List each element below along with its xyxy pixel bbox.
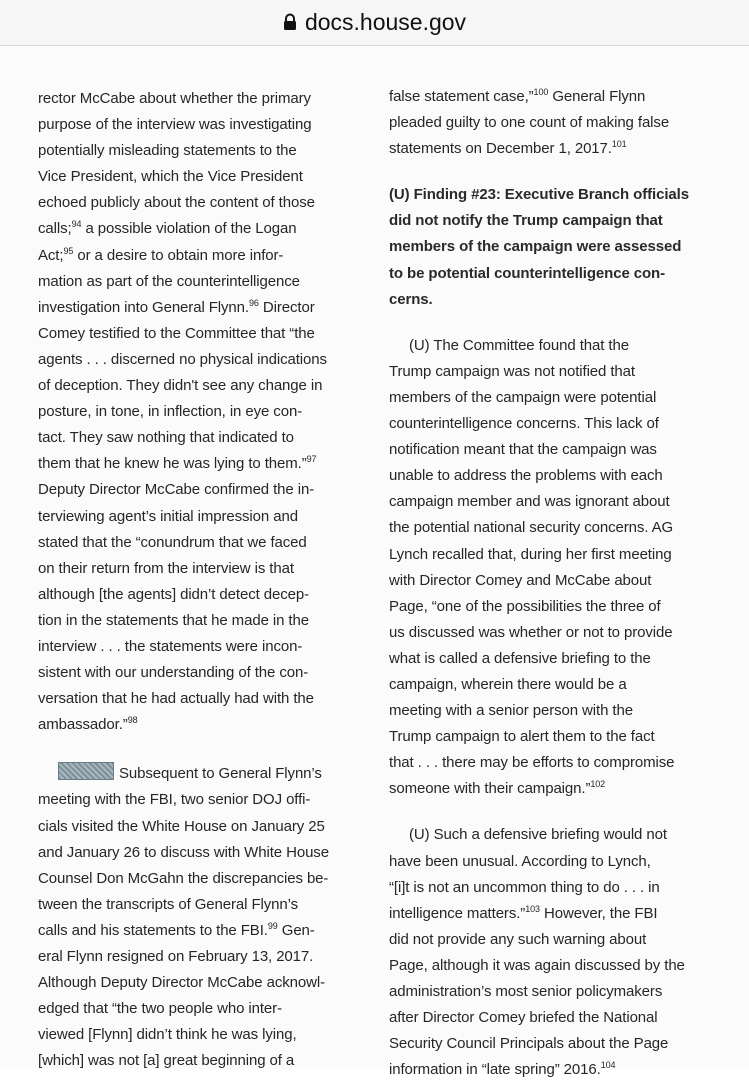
text-line: cerns. <box>389 290 433 308</box>
text-line: Counsel Don McGahn the discrepancies be- <box>38 869 329 887</box>
text-line: pleaded guilty to one count of making false <box>389 114 670 132</box>
text-line: us discussed was whether or not to provide <box>389 623 673 641</box>
url-text: docs.house.gov <box>304 9 467 35</box>
text-line: investigation into General Flynn.$^{96}$ Director <box>38 297 315 316</box>
text-line: tween the transcripts of General Flynn’s <box>38 895 299 913</box>
text-line: versation that he had actually had with the <box>38 690 314 708</box>
text-line: calls;$^{94}$ a possible violation of the Logan <box>38 219 297 238</box>
footnote-ref: 103 <box>525 903 540 914</box>
lock-icon <box>283 13 297 31</box>
footnote-ref: 98 <box>127 715 138 726</box>
text-line: counterintelligence concerns. This lack of <box>389 415 659 433</box>
text-line: information in “late spring” 2016.$^{104}$ <box>389 1060 616 1079</box>
footnote-ref: 102 <box>590 779 606 790</box>
text-line: campaign, wherein there would be a <box>389 675 627 693</box>
text-line: Although Deputy Director McCabe acknowl- <box>38 974 325 992</box>
text-line: have been unusual. According to Lynch, <box>389 852 651 870</box>
paragraph-gap <box>389 802 719 822</box>
text-line: administration’s most senior policymakers <box>389 983 663 1000</box>
text-line: posture, in tone, in inflection, in eye con- <box>38 403 303 421</box>
paragraph-gap <box>389 162 719 182</box>
text-line: unable to address the problems with each <box>389 467 663 485</box>
left-column <box>38 86 356 1074</box>
right-paragraph-1 <box>389 84 719 162</box>
text-line: Lynch recalled that, during her first meeting <box>389 545 672 563</box>
footnote-ref: 100 <box>533 87 549 97</box>
footnote-ref: 97 <box>306 454 317 465</box>
text-line: cials visited the White House on January 25 <box>38 817 325 835</box>
text-line: Security Council Principals about the Page <box>389 1035 669 1053</box>
text-line: tion in the statements that he made in the <box>38 611 309 629</box>
text-line: Vice President, which the Vice President <box>38 168 303 186</box>
text-line: Page, “one of the possibilities the three of <box>389 597 661 615</box>
text-line: edged that “the two people who inter- <box>38 1000 282 1018</box>
text-line: viewed [Flynn] didn’t think he was lying, <box>38 1026 297 1044</box>
text-line: the potential national security concerns. AG <box>389 519 674 537</box>
text-line: meeting with a senior person with the <box>389 702 633 720</box>
left-paragraph-1 <box>38 86 356 738</box>
paragraph-gap <box>38 738 356 761</box>
text-line: on their return from the interview is that <box>38 559 294 577</box>
text-line: calls and his statements to the FBI.$^{99}$ Gen- <box>38 920 315 939</box>
text-line: although [the agents] didn’t detect decep- <box>38 585 310 603</box>
text-line: what is called a defensive briefing to the <box>389 649 651 667</box>
right-paragraph-2 <box>389 333 719 803</box>
text-line: notification meant that the campaign was <box>389 441 657 459</box>
text-line: of deception. They didn't see any change in <box>38 377 323 395</box>
text-line: did not provide any such warning about <box>389 930 647 948</box>
text-line: sistent with our understanding of the con- <box>38 664 309 682</box>
text-line: Subsequent to General Flynn’s <box>38 761 356 787</box>
text-line: after Director Comey briefed the National <box>389 1009 658 1027</box>
text-line: campaign member and was ignorant about <box>389 493 670 511</box>
text-line: interview . . . the statements were incon- <box>38 637 303 655</box>
text-line: eral Flynn resigned on February 13, 2017. <box>38 948 314 965</box>
footnote-ref: 99 <box>267 920 278 931</box>
text-line: potentially misleading statements to the <box>38 142 297 160</box>
text-line: (U) The Committee found that the <box>409 336 629 354</box>
text-line: agents . . . discerned no physical indications <box>38 350 327 368</box>
text-line: with Director Comey and McCabe about <box>389 571 652 589</box>
text-line: Page, although it was again discussed by the <box>389 956 685 974</box>
finding-heading <box>389 182 719 312</box>
document-page <box>0 46 749 1079</box>
footnote-ref: 101 <box>611 139 627 150</box>
text-line: tact. They saw nothing that indicated to <box>38 429 294 447</box>
text-line: ambassador.”$^{98}$ <box>38 715 138 734</box>
footnote-ref: 104 <box>600 1060 616 1071</box>
text-line: did not notify the Trump campaign that <box>389 212 663 230</box>
footnote-ref: 94 <box>71 219 82 230</box>
text-line: (U) Finding #23: Executive Branch officials <box>389 186 689 204</box>
text-line: Trump campaign to alert them to the fact <box>389 728 655 746</box>
text-line: rector McCabe about whether the primary <box>38 90 311 107</box>
text-line: stated that the “conundrum that we faced <box>38 533 307 551</box>
browser-address-bar[interactable] <box>0 0 749 46</box>
text-line: them that he knew he was lying to them.”$^{97}$ <box>38 454 317 473</box>
text-line: mation as part of the counterintelligence <box>38 272 300 290</box>
left-paragraph-2 <box>38 761 356 1074</box>
text-line: purpose of the interview was investigating <box>38 116 312 134</box>
redaction-box <box>58 762 114 780</box>
text-line: false statement case,”$^{100}$ General Flynn <box>389 87 646 105</box>
text-line: Act;$^{95}$ or a desire to obtain more infor- <box>38 245 284 264</box>
text-line: Deputy Director McCabe confirmed the in- <box>38 481 315 499</box>
paragraph-gap <box>389 313 719 333</box>
text-line: members of the campaign were assessed <box>389 238 682 256</box>
text-line: and January 26 to discuss with White House <box>38 843 329 861</box>
text-line: intelligence matters.”$^{103}$ However, the FBI <box>389 903 658 922</box>
text-line: Comey testified to the Committee that “the <box>38 324 315 342</box>
text-line: meeting with the FBI, two senior DOJ offi- <box>38 791 311 809</box>
text-line: [which] was not [a] great beginning of a <box>38 1052 295 1070</box>
text-line: Trump campaign was not notified that <box>389 362 635 380</box>
text-line: statements on December 1, 2017.$^{101}$ <box>389 139 627 158</box>
text-line: echoed publicly about the content of those <box>38 194 315 212</box>
text-line: members of the campaign were potential <box>389 388 657 406</box>
text-line: that . . . there may be efforts to compromise <box>389 754 675 772</box>
text-line: terviewing agent’s initial impression and <box>38 507 298 525</box>
text-line: “[i]t is not an uncommon thing to do . . . in <box>389 878 660 896</box>
text-line: someone with their campaign.”$^{102}$ <box>389 779 606 798</box>
right-column <box>389 84 719 1083</box>
right-paragraph-3 <box>389 822 719 1083</box>
text-line: to be potential counterintelligence con- <box>389 264 666 282</box>
text-line: (U) Such a defensive briefing would not <box>409 826 667 844</box>
footnote-ref: 95 <box>63 245 74 256</box>
footnote-ref: 96 <box>249 297 259 308</box>
